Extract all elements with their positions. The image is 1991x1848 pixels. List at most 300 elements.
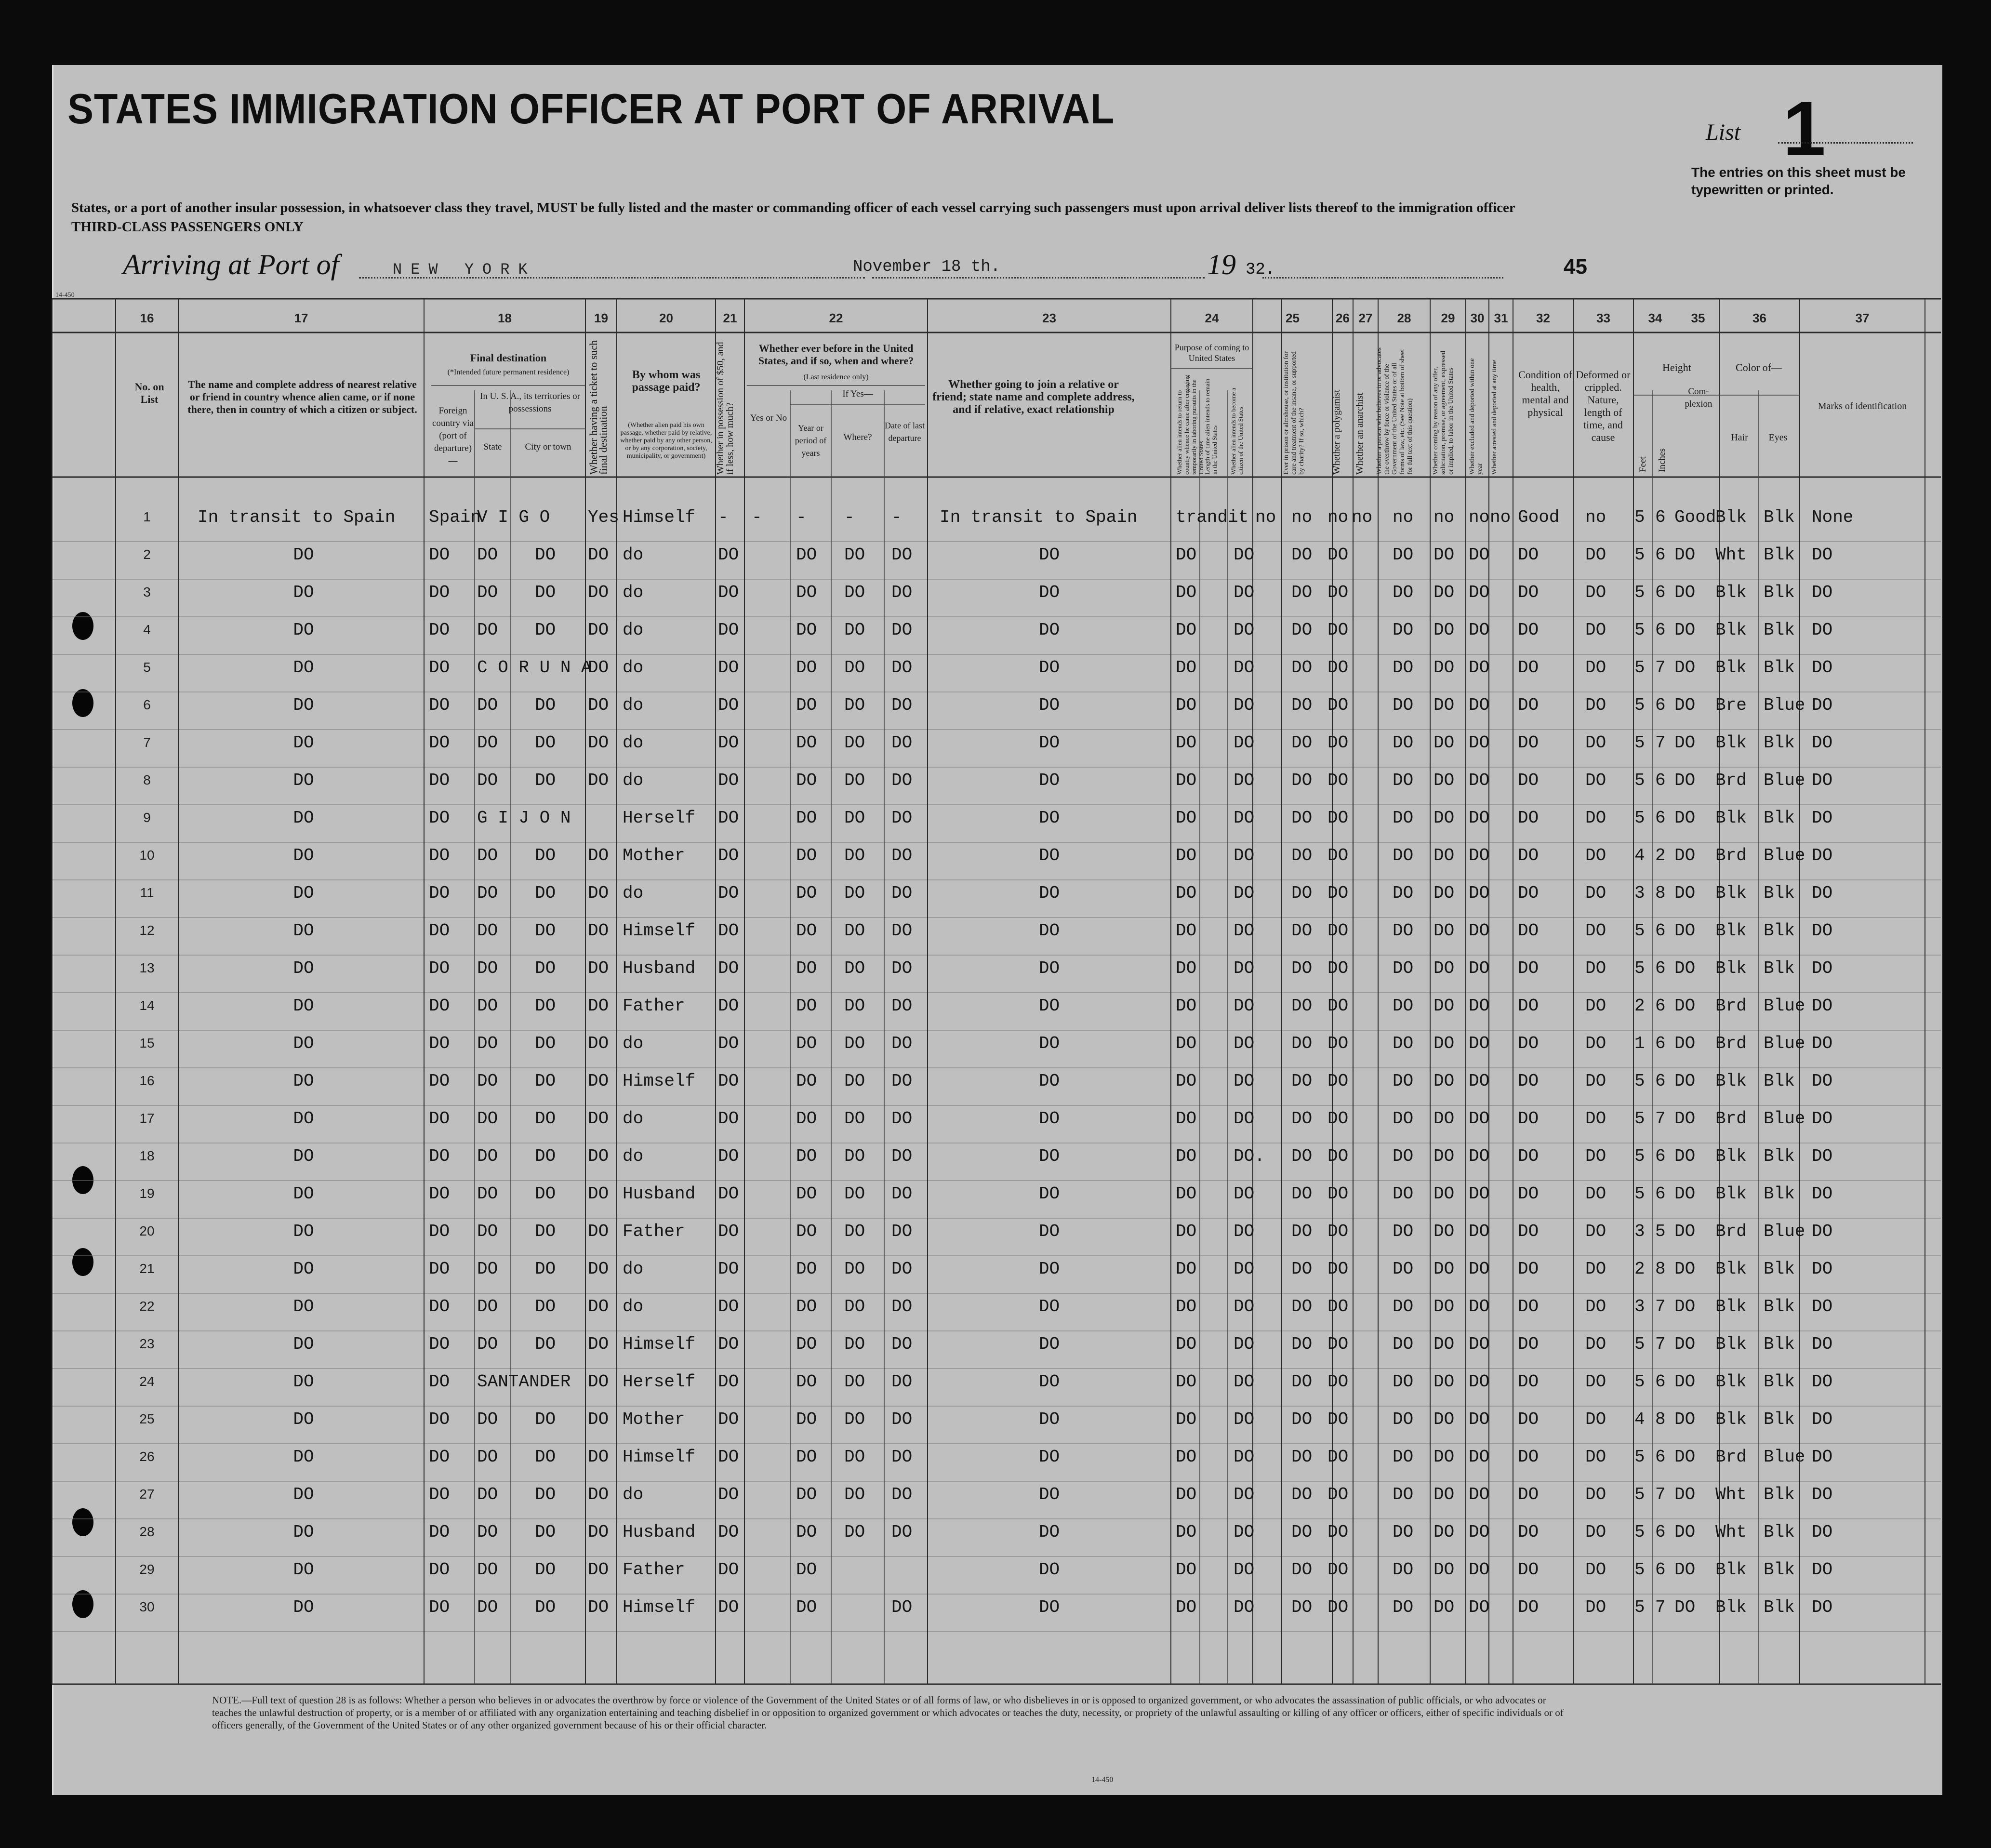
cell-overthrow: DO [1393, 1184, 1414, 1204]
header-anarchist: Whether an anarchist [1354, 393, 1365, 475]
column-number: 30 [1470, 311, 1485, 325]
cell-destination-city: DO [535, 1146, 556, 1166]
cell-passage-paid-by: Himself [623, 1334, 696, 1354]
cell-health: DO [1518, 883, 1539, 903]
cell-eye-color: Blue [1764, 1034, 1805, 1053]
cell-destination-city: DO [535, 958, 556, 978]
cell-fifty-dollars: DO [718, 620, 739, 640]
port-value: NEW YORK [393, 261, 536, 279]
cell-years-in-us: DO [796, 1109, 817, 1129]
cell-height-feet: 5 [1634, 1485, 1645, 1504]
cell-health: DO [1518, 583, 1539, 602]
sheet-number: 45 [1564, 255, 1587, 279]
cell-excluded: DO [1469, 1071, 1490, 1091]
cell-labor-offer: DO [1434, 733, 1455, 753]
cell-height-feet: 5 [1634, 583, 1645, 602]
cell-relative-address: DO [293, 1222, 314, 1241]
cell-prison-record: DO [1291, 1034, 1313, 1053]
cell-where-in-us: DO [844, 1409, 865, 1429]
header-height: Height [1662, 361, 1691, 373]
cell-fifty-dollars: DO [718, 921, 739, 941]
cell-fifty-dollars: DO [718, 545, 739, 565]
cell-fifty-dollars: DO [718, 1447, 739, 1467]
cell-height-inches: 7 [1655, 658, 1666, 678]
cell-fifty-dollars: DO [718, 1184, 739, 1204]
cell-hair-color: Brd [1715, 771, 1747, 790]
cell-height-inches: 6 [1655, 921, 1666, 941]
cell-identification-marks: DO [1812, 583, 1833, 602]
cell-ticket-status: DO [588, 846, 609, 865]
cell-height-inches: 2 [1655, 846, 1666, 865]
cell-years-in-us: DO [796, 695, 817, 715]
cell-deformed: DO [1585, 1034, 1606, 1053]
column-number: 35 [1691, 311, 1705, 325]
cell-passage-paid-by: do [623, 1034, 644, 1053]
cell-overthrow: DO [1393, 695, 1414, 715]
cell-prison-record: DO [1291, 1071, 1313, 1091]
cell-overthrow: DO [1393, 658, 1414, 678]
cell-labor-offer: DO [1434, 1109, 1455, 1129]
cell-purpose-length: DO [1234, 996, 1255, 1016]
cell-labor-offer: DO [1434, 1409, 1455, 1429]
cell-complexion: DO [1674, 1485, 1696, 1504]
cell-prison-record: DO [1291, 1259, 1313, 1279]
cell-identification-marks: DO [1812, 620, 1833, 640]
cell-excluded: DO [1469, 1334, 1490, 1354]
cell-labor-offer: DO [1434, 1485, 1455, 1504]
cell-last-departure: DO [891, 1109, 913, 1129]
cell-passage-paid-by: do [623, 733, 644, 753]
cell-height-feet: 5 [1634, 1146, 1645, 1166]
column-number: 22 [829, 311, 843, 325]
cell-destination-state: DO [477, 1222, 498, 1241]
header-purpose-return: Whether alien intends to return to country whence he came after engaging temporarily in laboring pursuits in the United States [1176, 375, 1205, 475]
cell-relative-address: DO [293, 1334, 314, 1354]
cell-health: DO [1518, 846, 1539, 865]
cell-years-in-us: DO [796, 583, 817, 602]
header-fifty-dollars: Whether in possession of $50, and if less, how much? [715, 342, 735, 475]
cell-destination-state: V I G O [477, 507, 550, 527]
cell-purpose-return: DO [1176, 958, 1197, 978]
cell-where-in-us: - [844, 507, 855, 527]
cell-identification-marks: DO [1812, 1259, 1833, 1279]
cell-ticket-status: DO [588, 620, 609, 640]
cell-destination-city: DO [535, 1297, 556, 1316]
cell-labor-offer: DO [1434, 1146, 1455, 1166]
column-number: 19 [594, 311, 608, 325]
cell-hair-color: Brd [1715, 1447, 1747, 1467]
cell-last-departure: DO [891, 1447, 913, 1467]
cell-deformed: DO [1585, 1522, 1606, 1542]
cell-ticket-status: DO [588, 1109, 609, 1129]
cell-joining-relative: DO [1038, 1485, 1060, 1504]
cell-height-feet: 5 [1634, 1071, 1645, 1091]
cell-eye-color: Blk [1764, 620, 1795, 640]
cell-height-inches: 6 [1655, 545, 1666, 565]
cell-identification-marks: DO [1812, 1109, 1833, 1129]
cell-prison-record: DO [1291, 921, 1313, 941]
cell-last-departure: DO [891, 771, 913, 790]
cell-ticket-status: DO [588, 1372, 609, 1392]
cell-relative-address: DO [293, 1297, 314, 1316]
cell-height-feet: 5 [1634, 1522, 1645, 1542]
cell-foreign-country: DO [429, 1297, 450, 1316]
cell-deformed: DO [1585, 1222, 1606, 1241]
cell-hair-color: Bre [1715, 695, 1747, 715]
cell-health: DO [1518, 958, 1539, 978]
cell-height-feet: 5 [1634, 695, 1645, 715]
cell-prison-record: DO [1291, 883, 1313, 903]
cell-fifty-dollars: - [718, 507, 729, 527]
cell-health: DO [1518, 1372, 1539, 1392]
cell-relative-address: DO [293, 1034, 314, 1053]
cell-purpose-length: DO [1234, 1560, 1255, 1580]
header-prison: Ever in prison or almshouse, or institution for care and treatment of the insane, or supported by charity? If so, which? [1283, 351, 1305, 475]
cell-prison-record: DO [1291, 1597, 1313, 1617]
cell-relative-address: DO [293, 921, 314, 941]
cell-fifty-dollars: DO [718, 658, 739, 678]
cell-destination-state: DO [477, 921, 498, 941]
cell-years-in-us: DO [796, 1146, 817, 1166]
cell-ever-before: - [752, 507, 762, 527]
cell-last-departure: DO [891, 1372, 913, 1392]
cell-passage-paid-by: do [623, 883, 644, 903]
cell-complexion: DO [1674, 1184, 1696, 1204]
cell-ticket-status: DO [588, 1334, 609, 1354]
cell-health: DO [1518, 921, 1539, 941]
cell-deformed: DO [1585, 846, 1606, 865]
cell-destination-city: DO [535, 921, 556, 941]
cell-where-in-us: DO [844, 921, 865, 941]
cell-last-departure: DO [891, 1297, 913, 1316]
header-color-of: Color of— [1736, 361, 1782, 373]
cell-joining-relative: DO [1038, 771, 1060, 790]
cell-prison-record: DO [1291, 1560, 1313, 1580]
cell-eye-color: Blk [1764, 1259, 1795, 1279]
cell-health: DO [1518, 1447, 1539, 1467]
cell-purpose-return: DO [1176, 996, 1197, 1016]
header-where: Where? [843, 432, 872, 442]
cell-identification-marks: DO [1812, 883, 1833, 903]
cell-deformed: DO [1585, 921, 1606, 941]
cell-where-in-us: DO [844, 1334, 865, 1354]
header-nearest-relative: The name and complete address of nearest relative or friend in country whence alien came, or if none there, then in country of which a citizen or subject. [187, 378, 417, 415]
cell-height-inches: 6 [1655, 1522, 1666, 1542]
cell-relative-address: DO [293, 1259, 314, 1279]
cell-fifty-dollars: DO [718, 1372, 739, 1392]
cell-relative-address: DO [293, 583, 314, 602]
cell-identification-marks: DO [1812, 545, 1833, 565]
cell-purpose-return: DO [1176, 658, 1197, 678]
cell-prison-record: DO [1291, 1334, 1313, 1354]
cell-deformed: DO [1585, 620, 1606, 640]
cell-height-feet: 5 [1634, 1184, 1645, 1204]
cell-prison-record: DO [1291, 1109, 1313, 1129]
cell-eye-color: Blk [1764, 808, 1795, 828]
cell-identification-marks: None [1812, 507, 1854, 527]
cell-last-departure: DO [891, 1522, 913, 1542]
row-number: 26 [139, 1449, 155, 1464]
cell-health: DO [1518, 1485, 1539, 1504]
cell-eye-color: Blue [1764, 996, 1805, 1016]
cell-last-departure: DO [891, 733, 913, 753]
cell-height-feet: 5 [1634, 545, 1645, 565]
cell-overthrow: DO [1393, 846, 1414, 865]
cell-years-in-us: DO [796, 1034, 817, 1053]
cell-eye-color: Blk [1764, 1297, 1795, 1316]
cell-deformed: DO [1585, 771, 1606, 790]
cell-joining-relative: DO [1038, 583, 1060, 602]
cell-labor-offer: DO [1434, 1034, 1455, 1053]
cell-passage-paid-by: Husband [623, 958, 696, 978]
cell-fifty-dollars: DO [718, 1071, 739, 1091]
cell-complexion: DO [1674, 620, 1696, 640]
cell-height-feet: 3 [1634, 1222, 1645, 1241]
cell-labor-offer: DO [1434, 883, 1455, 903]
cell-destination-state: G I J O N [477, 808, 571, 828]
cell-identification-marks: DO [1812, 733, 1833, 753]
cell-purpose-length: DO [1234, 846, 1255, 865]
cell-where-in-us: DO [844, 1109, 865, 1129]
cell-destination-city: DO [535, 1447, 556, 1467]
cell-excluded: DO [1469, 883, 1490, 903]
cell-overthrow: no [1393, 507, 1414, 527]
cell-labor-offer: DO [1434, 1597, 1455, 1617]
cell-purpose-length: DO [1234, 1372, 1255, 1392]
cell-complexion: DO [1674, 1297, 1696, 1316]
row-number: 9 [143, 810, 151, 825]
cell-purpose-length: DO [1234, 921, 1255, 941]
cell-deformed: DO [1585, 1071, 1606, 1091]
cell-height-inches: 6 [1655, 808, 1666, 828]
cell-identification-marks: DO [1812, 1372, 1833, 1392]
cell-identification-marks: DO [1812, 996, 1833, 1016]
cell-prison-record: DO [1291, 658, 1313, 678]
cell-fifty-dollars: DO [718, 808, 739, 828]
cell-health: DO [1518, 996, 1539, 1016]
cell-hair-color: Blk [1715, 808, 1747, 828]
cell-destination-state: DO [477, 1034, 498, 1053]
cell-ticket-status: Yes [588, 507, 619, 527]
cell-height-feet: 5 [1634, 733, 1645, 753]
cell-passage-paid-by: Mother [623, 1409, 685, 1429]
cell-relative-address: DO [293, 1447, 314, 1467]
cell-last-departure: DO [891, 1259, 913, 1279]
cell-joining-relative: DO [1038, 658, 1060, 678]
cell-excluded: DO [1469, 545, 1490, 565]
cell-health: DO [1518, 620, 1539, 640]
cell-relative-address: DO [293, 1109, 314, 1129]
cell-prison-record: DO [1291, 958, 1313, 978]
cell-polygamist: DO [1327, 545, 1349, 565]
header-join-relative: Whether going to join a relative or friend; state name and complete address, and if relative, exact relationship [932, 378, 1135, 416]
cell-relative-address: DO [293, 1522, 314, 1542]
cell-fifty-dollars: DO [718, 1222, 739, 1241]
cell-excluded: DO [1469, 958, 1490, 978]
cell-purpose-return: DO [1176, 1259, 1197, 1279]
cell-identification-marks: DO [1812, 1334, 1833, 1354]
column-number: 20 [659, 311, 673, 325]
cell-years-in-us: DO [796, 1597, 817, 1617]
cell-complexion: DO [1674, 808, 1696, 828]
cell-deformed: DO [1585, 1109, 1606, 1129]
cell-hair-color: Wht [1715, 1522, 1747, 1542]
row-number: 7 [143, 735, 151, 750]
cell-height-inches: 7 [1655, 1109, 1666, 1129]
cell-polygamist: DO [1327, 1071, 1349, 1091]
cell-where-in-us: DO [844, 1522, 865, 1542]
cell-polygamist: DO [1327, 996, 1349, 1016]
cell-polygamist: DO [1327, 695, 1349, 715]
cell-joining-relative: DO [1038, 1184, 1060, 1204]
cell-hair-color: Blk [1715, 1560, 1747, 1580]
cell-health: DO [1518, 1259, 1539, 1279]
cell-deformed: DO [1585, 1297, 1606, 1316]
cell-complexion: DO [1674, 1222, 1696, 1241]
cell-ticket-status: DO [588, 1034, 609, 1053]
cell-height-inches: 6 [1655, 1560, 1666, 1580]
cell-purpose-return: DO [1176, 583, 1197, 602]
cell-complexion: DO [1674, 658, 1696, 678]
cell-foreign-country: DO [429, 1522, 450, 1542]
cell-destination-state: DO [477, 1522, 498, 1542]
cell-joining-relative: DO [1038, 1409, 1060, 1429]
cell-labor-offer: DO [1434, 1334, 1455, 1354]
cell-fifty-dollars: DO [718, 883, 739, 903]
cell-destination-state: DO [477, 1334, 498, 1354]
cell-deformed: DO [1585, 1409, 1606, 1429]
cell-labor-offer: DO [1434, 1222, 1455, 1241]
cell-polygamist: DO [1327, 921, 1349, 941]
cell-where-in-us: DO [844, 1259, 865, 1279]
column-number: 37 [1855, 311, 1870, 325]
cell-destination-city: DO [535, 1522, 556, 1542]
cell-relative-address: DO [293, 1372, 314, 1392]
cell-eye-color: Blk [1764, 921, 1795, 941]
cell-where-in-us: DO [844, 846, 865, 865]
cell-complexion: DO [1674, 846, 1696, 865]
cell-deformed: no [1585, 507, 1606, 527]
cell-last-departure: DO [891, 1597, 913, 1617]
cell-health: DO [1518, 545, 1539, 565]
cell-years-in-us: DO [796, 1259, 817, 1279]
row-number: 16 [139, 1073, 155, 1088]
header-eyes: Eyes [1768, 432, 1788, 443]
cell-deformed: DO [1585, 1597, 1606, 1617]
cell-last-departure: DO [891, 1034, 913, 1053]
cell-destination-state: DO [477, 958, 498, 978]
column-number: 27 [1358, 311, 1373, 325]
cell-deformed: DO [1585, 1184, 1606, 1204]
cell-excluded: DO [1469, 733, 1490, 753]
cell-fifty-dollars: DO [718, 583, 739, 602]
cell-height-inches: 7 [1655, 733, 1666, 753]
cell-fifty-dollars: DO [718, 1409, 739, 1429]
cell-prison-record: DO [1291, 733, 1313, 753]
cell-purpose-citizen: no [1255, 507, 1276, 527]
cell-eye-color: Blue [1764, 1447, 1805, 1467]
column-number: 32 [1536, 311, 1550, 325]
cell-purpose-return: DO [1176, 1409, 1197, 1429]
cell-hair-color: Blk [1715, 1597, 1747, 1617]
cell-health: DO [1518, 1522, 1539, 1542]
cell-passage-paid-by: Herself [623, 1372, 696, 1392]
cell-purpose-length: DO [1234, 958, 1255, 978]
cell-hair-color: Blk [1715, 583, 1747, 602]
cell-destination-city: DO [535, 733, 556, 753]
cell-years-in-us: DO [796, 996, 817, 1016]
cell-polygamist: DO [1327, 1146, 1349, 1166]
column-number: 25 [1286, 311, 1300, 325]
header-foreign-country: Foreign country via (port of departure)— [432, 406, 474, 466]
cell-eye-color: Blue [1764, 1222, 1805, 1241]
cell-last-departure: DO [891, 620, 913, 640]
cell-ticket-status: DO [588, 1222, 609, 1241]
cell-where-in-us: DO [844, 583, 865, 602]
cell-joining-relative: DO [1038, 958, 1060, 978]
cell-joining-relative: In transit to Spain [940, 507, 1138, 527]
cell-purpose-return: DO [1176, 1146, 1197, 1166]
cell-purpose-length: DO [1234, 1184, 1255, 1204]
cell-excluded: DO [1469, 1560, 1490, 1580]
cell-purpose-length: DO [1234, 1597, 1255, 1617]
cell-passage-paid-by: Herself [623, 808, 696, 828]
cell-identification-marks: DO [1812, 1184, 1833, 1204]
cell-foreign-country: DO [429, 1259, 450, 1279]
list-label: List [1706, 120, 1741, 145]
cell-years-in-us: DO [796, 1071, 817, 1091]
row-number: 22 [139, 1299, 155, 1314]
cell-destination-city: DO [535, 1034, 556, 1053]
cell-where-in-us: DO [844, 658, 865, 678]
cell-purpose-length: DO [1234, 1222, 1255, 1241]
cell-joining-relative: DO [1038, 1597, 1060, 1617]
cell-years-in-us: DO [796, 1184, 817, 1204]
cell-last-departure: DO [891, 1485, 913, 1504]
cell-fifty-dollars: DO [718, 733, 739, 753]
cell-height-inches: 6 [1655, 583, 1666, 602]
cell-passage-paid-by: do [623, 771, 644, 790]
row-number: 25 [139, 1411, 155, 1426]
cell-polygamist: DO [1327, 733, 1349, 753]
cell-years-in-us: DO [796, 808, 817, 828]
cell-passage-paid-by: do [623, 1259, 644, 1279]
cell-where-in-us: DO [844, 620, 865, 640]
row-number: 17 [139, 1111, 155, 1126]
cell-labor-offer: DO [1434, 1259, 1455, 1279]
cell-foreign-country: DO [429, 846, 450, 865]
cell-joining-relative: DO [1038, 1334, 1060, 1354]
cell-foreign-country: DO [429, 883, 450, 903]
cell-fifty-dollars: DO [718, 1334, 739, 1354]
column-number: 16 [140, 311, 154, 325]
cell-where-in-us: DO [844, 1071, 865, 1091]
cell-complexion: DO [1674, 1034, 1696, 1053]
cell-relative-address: DO [293, 1560, 314, 1580]
cell-health: DO [1518, 1334, 1539, 1354]
cell-height-feet: 5 [1634, 507, 1645, 527]
cell-years-in-us: DO [796, 1334, 817, 1354]
cell-passage-paid-by: Husband [623, 1184, 696, 1204]
cell-complexion: DO [1674, 771, 1696, 790]
cell-foreign-country: DO [429, 658, 450, 678]
cell-passage-paid-by: do [623, 1485, 644, 1504]
cell-hair-color: Brd [1715, 1222, 1747, 1241]
cell-purpose-return: DO [1176, 808, 1197, 828]
cell-foreign-country: DO [429, 545, 450, 565]
cell-destination-city: DO [535, 996, 556, 1016]
cell-polygamist: DO [1327, 1447, 1349, 1467]
